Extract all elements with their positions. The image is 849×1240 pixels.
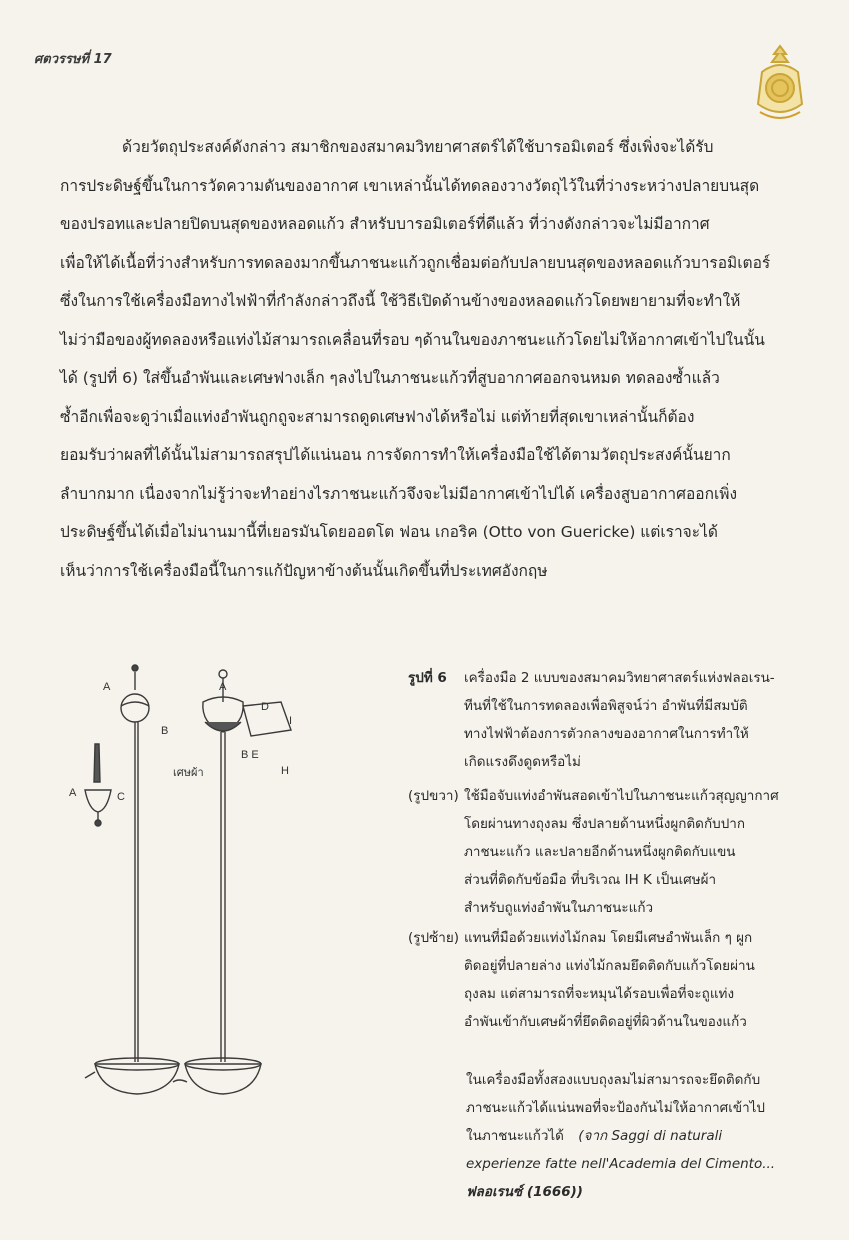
paragraph-line: ของปรอทและปลายปิดบนสุดของหลอดแก้ว สำหรับบารอมิเตอร์ที่ดีแล้ว ที่ว่างดังกล่าวจะไม่มีอากาศ: [60, 215, 710, 233]
label-h: H: [281, 765, 289, 777]
paragraph-line: ซึ่งในการใช้เครื่องมือทางไฟฟ้าที่กำลังกล่าวถึงนี้ ใช้วิธีเปิดด้านข้างของหลอดแก้วโดยพยายามที่จะทำให้: [60, 292, 741, 310]
paragraph-line: ประดิษฐ์ขึ้นได้เมื่อไม่นานมานี้ที่เยอรมันโดยออตโต ฟอน เกอริค (Otto von Guericke) แต่เราจะได้: [60, 523, 718, 541]
caption-line: ถุงลม แต่สามารถที่จะหมุนได้รอบเพื่อที่จะถูแท่ง: [464, 986, 735, 1002]
caption-line: อำพันเข้ากับเศษผ้าที่ยึดติดอยู่ที่ผิวด้านในของแก้ว: [464, 1014, 747, 1030]
label-a: A: [103, 681, 111, 693]
paragraph-line: ยอมรับว่าผลที่ได้นั้นไม่สามารถสรุปได้แน่นอน การจัดการทำให้เครื่องมือใช้ได้ตามวัตถุประสงค์นั้นยาก: [60, 446, 731, 464]
apparatus-illustration: [55, 662, 355, 1112]
right-figure-label: (รูปขวา): [408, 788, 459, 804]
paragraph-line: ไม่ว่ามือของผู้ทดลองหรือแท่งไม้สามารถเคลื่อนที่รอบ ๆด้านในของภาชนะแก้วโดยไม่ให้อากาศเข้าไปในนั้น: [60, 330, 765, 349]
figure-caption: [408, 664, 808, 1036]
caption-label: รูปที่ 6: [408, 670, 447, 686]
main-paragraph: [60, 128, 812, 590]
label-c: C: [117, 791, 125, 803]
label-i: I: [289, 715, 293, 727]
caption-line: แทนที่มือด้วยแท่งไม้กลม โดยมีเศษอำพันเล็ก ๆ ผูก: [464, 930, 753, 946]
paragraph-line: เห็นว่าการใช้เครื่องมือนี้ในการแก้ปัญหาข้างต้นนั้นเกิดขึ้นที่ประเทศอังกฤษ: [60, 561, 548, 580]
page-header: ศตวรรษที่ 17: [34, 52, 112, 67]
label-a: A: [219, 681, 227, 693]
paragraph-line: ลำบากมาก เนื่องจากไม่รู้ว่าจะทำอย่างไรภาชนะแก้วจึงจะไม่มีอากาศเข้าไปได้ เครื่องสูบอากาศออกเพิ่ง: [60, 484, 738, 503]
citation: experienze fatte nell'Academia del Cimento...: [466, 1156, 776, 1172]
caption-line: ติดอยู่ที่ปลายล่าง แท่งไม้กลมยึดติดกับแก้วโดยผ่าน: [464, 958, 755, 974]
caption-line: เครื่องมือ 2 แบบของสมาคมวิทยาศาสตร์แห่งฟลอเรน-: [464, 670, 775, 686]
paragraph-line: การประดิษฐ์ขึ้นในการวัดความดันของอากาศ เขาเหล่านั้นได้ทดลองวางวัตถุไว้ในที่ว่างระหว่างปลายบนสุด: [60, 176, 760, 195]
citation: ฟลอเรนซ์ (1666)): [466, 1184, 583, 1200]
note-line: ภาชนะแก้วได้แน่นพอที่จะป้องกันไม่ให้อากาศเข้าไป: [466, 1100, 766, 1116]
caption-line: ทีนที่ใช้ในการทดลองเพื่อพิสูจน์ว่า อำพันที่มีสมบัติ: [464, 698, 748, 714]
caption-line: ทางไฟฟ้าต้องการตัวกลางของอากาศในการทำให้: [464, 726, 749, 742]
label-a: A: [69, 787, 77, 799]
citation: (จาก Saggi di naturali: [578, 1128, 723, 1144]
seal-logo: [748, 42, 812, 124]
source-note: [466, 1066, 816, 1206]
label-cloth: เศษผ้า: [173, 767, 204, 779]
left-figure-label: (รูปซ้าย): [408, 930, 460, 946]
caption-line: ภาชนะแก้ว และปลายอีกด้านหนึ่งผูกติดกับแขน: [464, 844, 736, 860]
paragraph-line: ซ้ำอีกเพื่อจะดูว่าเมื่อแท่งอำพันถูกถูจะสามารถดูดเศษฟางได้หรือไม่ แต่ท้ายที่สุดเขาเหล่านั้นก็ต้อง: [60, 407, 695, 426]
note-line: ในภาชนะแก้วได้: [466, 1128, 564, 1144]
caption-line: เกิดแรงดึงดูดหรือไม่: [464, 754, 581, 770]
caption-line: สำหรับถูแท่งอำพันในภาชนะแก้ว: [464, 900, 654, 916]
label-be: B E: [241, 749, 259, 761]
label-b: B: [161, 725, 169, 737]
note-line: ในเครื่องมือทั้งสองแบบถุงลมไม่สามารถจะยึดติดกับ: [466, 1072, 761, 1088]
paragraph-line: ด้วยวัตถุประสงค์ดังกล่าว สมาชิกของสมาคมวิทยาศาสตร์ได้ใช้บารอมิเตอร์ ซึ่งเพิ่งจะได้รับ: [122, 138, 714, 156]
label-d: D: [261, 701, 269, 713]
caption-line: โดยผ่านทางถุงลม ซึ่งปลายด้านหนึ่งผูกติดกับปาก: [464, 816, 746, 832]
caption-line: ส่วนที่ติดกับข้อมือ ที่บริเวณ IH K เป็นเศษผ้า: [464, 872, 717, 888]
caption-line: ใช้มือจับแท่งอำพันสอดเข้าไปในภาชนะแก้วสุญญากาศ: [464, 788, 779, 804]
paragraph-line: เพื่อให้ได้เนื้อที่ว่างสำหรับการทดลองมากขึ้นภาชนะแก้วถูกเชื่อมต่อกับปลายบนสุดของหลอดแก้วบารอมิเตอร์: [60, 253, 771, 272]
paragraph-line: ได้ (รูปที่ 6) ใส่ขึ้นอำพันและเศษฟางเล็ก ๆลงไปในภาชนะแก้วที่สูบอากาศออกจนหมด ทดลองซ้ำแล้ว: [60, 369, 720, 387]
